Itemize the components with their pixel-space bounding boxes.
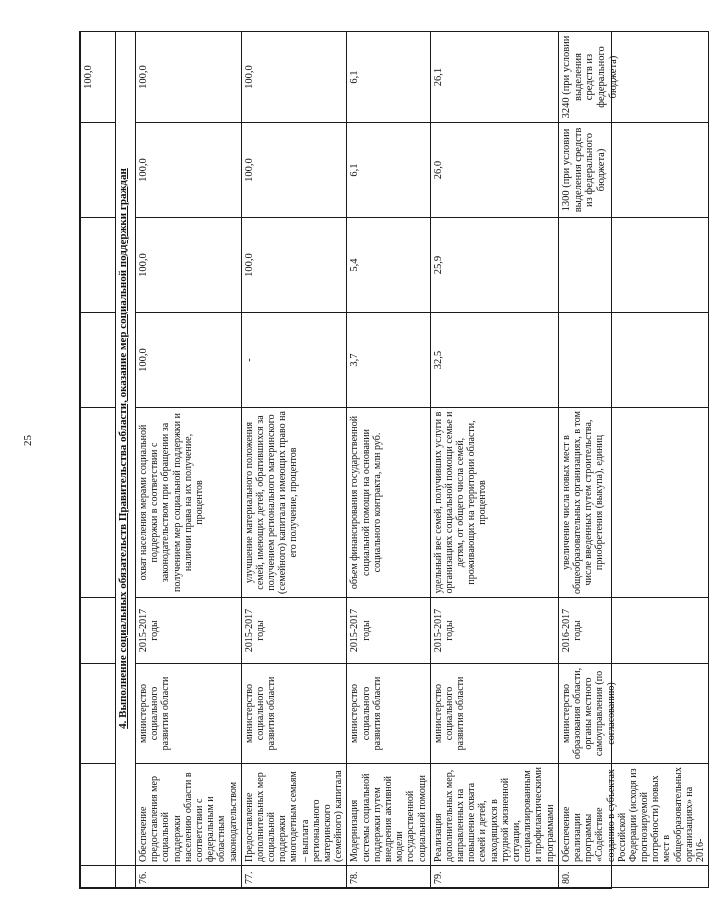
value-2015: 25,9 <box>430 218 558 313</box>
value-2014 <box>558 313 708 408</box>
measure-name: Модернизация системы социальной поддержки путем внедрения активной модели государственной социальной помощи <box>347 764 430 866</box>
indicator: охват населения мерами социальной поддержки в соответствии с законодательством при обращении за получением мер социальной поддержки и наличии права на их получение, процентов <box>136 408 242 598</box>
period: 2015-2017 годы <box>347 598 430 664</box>
row-number: 77. <box>241 866 347 888</box>
table-row <box>136 32 242 888</box>
value-2017: 100,0 <box>241 32 347 123</box>
period: 2015-2017 годы <box>241 598 347 664</box>
executor: министерство социального развития области <box>136 664 242 764</box>
executor: министерство социального развития области <box>347 664 430 764</box>
value-2015: 100,0 <box>241 218 347 313</box>
section-header-row <box>116 32 136 888</box>
row-number: 76. <box>136 866 242 888</box>
value-2016: 1300 (при условии выделения средств из федерального бюджета) <box>558 123 708 218</box>
indicator: удельный вес семей, получивших услуги в организациях социальной помощи семье и детям, от общего числа семей, проживающих на территории области, процентов <box>430 408 558 598</box>
indicator: увеличение числа новых мест в общеобразовательных организациях, в том числе введенных путем строительства, приобретения (выкупа), единиц <box>558 408 708 598</box>
value-2014: 32,5 <box>430 313 558 408</box>
table-row <box>347 32 430 888</box>
carry-over-value: 100,0 <box>81 32 116 123</box>
executor: министерство социального развития области <box>241 664 347 764</box>
indicator: объем финансирования государственной социальной помощи на основании социального контракта, млн руб. <box>347 408 430 598</box>
period: 2016-2017 годы <box>558 598 708 664</box>
measure-name: Обеспечение предоставления мер социальной поддержки населению области в соответствии с федеральным и областным законодательством <box>136 764 242 866</box>
table-row <box>558 32 708 888</box>
value-2017: 3240 (при условии выделения средств из федерального бюджета) <box>558 32 708 123</box>
measures-table <box>79 31 706 889</box>
executor: министерство образования области, органы местного самоуправления (по согласованию) <box>558 664 708 764</box>
period: 2015-2017 годы <box>430 598 558 664</box>
value-2015: 5,4 <box>347 218 430 313</box>
value-2017: 100,0 <box>136 32 242 123</box>
row-number: 79. <box>430 866 558 888</box>
measure-name: Предоставление дополнительных мер социальной поддержки многодетным семьям – выплата регионального материнского (семейного) капитала <box>241 764 347 866</box>
period: 2015-2017 годы <box>136 598 242 664</box>
value-2014: 100,0 <box>136 313 242 408</box>
value-2014: 3,7 <box>347 313 430 408</box>
row-number: 80. <box>558 866 708 888</box>
measure-name: Обеспечение реализации программы «Содействие созданию в субъектах Российской Федерации (исходя из прогнозируемой потребности) новых мест в общеобразовательных организациях» на 2016- <box>558 764 708 866</box>
table-row <box>430 32 558 888</box>
value-2016: 6,1 <box>347 123 430 218</box>
value-2016: 100,0 <box>136 123 242 218</box>
row-number: 78. <box>347 866 430 888</box>
page-number: 25 <box>22 435 34 446</box>
measure-name: Реализация дополнительных мер, направленных на повышение охвата семей и детей, находящихся в трудной жизненной ситуации, специализированными профилактическими программами <box>430 764 558 866</box>
value-2017: 26,1 <box>430 32 558 123</box>
value-2016: 100,0 <box>241 123 347 218</box>
value-2015: 100,0 <box>136 218 242 313</box>
indicator: улучшение материального положения семей, имеющих детей, обратившихся за получением регионального материнского (семейного) капитала и имеющих право на его получение, процентов <box>241 408 347 598</box>
table-row <box>241 32 347 888</box>
value-2015 <box>558 218 708 313</box>
value-2016: 26,0 <box>430 123 558 218</box>
carry-over-row <box>81 32 116 888</box>
section-title: 4. Выполнение социальных обязательств Правительства области, оказание мер социальной поддержки граждан <box>116 32 136 866</box>
executor: министерство социального развития области <box>430 664 558 764</box>
value-2014: - <box>241 313 347 408</box>
value-2017: 6,1 <box>347 32 430 123</box>
